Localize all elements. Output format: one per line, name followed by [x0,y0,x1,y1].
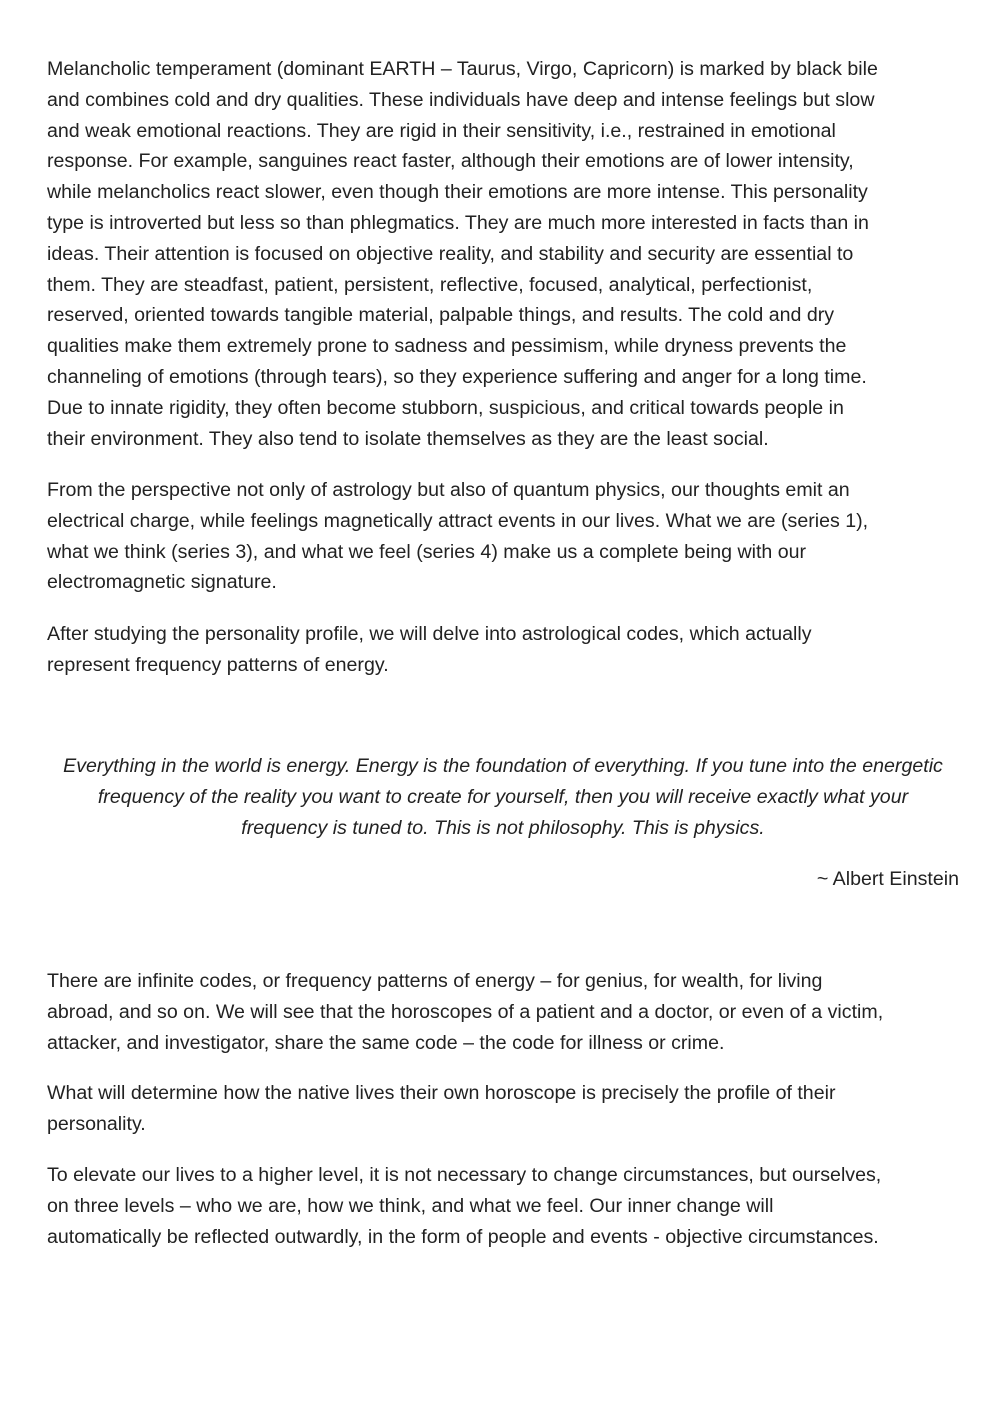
text-line: From the perspective not only of astrology but also of quantum physics, our thoughts emit an [47,479,850,501]
paragraph-quantum [47,475,959,598]
text-line: their environment. They also tend to isolate themselves as they are the least social. [47,427,769,450]
paragraph-elevate [47,1160,959,1252]
text-line: channeling of emotions (through tears), so they experience suffering and anger for a long time. [47,365,867,388]
text-line: There are infinite codes, or frequency patterns of energy – for genius, for wealth, for living [47,970,823,992]
text-line: represent frequency patterns of energy. [47,653,389,676]
paragraph-codes [47,619,959,681]
text-line: Melancholic temperament (dominant EARTH – Taurus, Virgo, Capricorn) is marked by black bile [47,58,878,80]
text-line: abroad, and so on. We will see that the horoscopes of a patient and a doctor, or even of a victim, [47,1000,884,1023]
text-line: After studying the personality profile, we will delve into astrological codes, which actually [47,623,812,645]
text-line: ~ Albert Einstein [816,868,959,890]
text-line: response. For example, sanguines react faster, although their emotions are of lower intensity, [47,150,854,173]
paragraph-infinite-codes [47,966,959,1058]
text-line: qualities make them extremely prone to sadness and pessimism, while dryness prevents the [47,335,847,358]
text-line: What will determine how the native lives their own horoscope is precisely the profile of their [47,1082,836,1104]
text-line: on three levels – who we are, how we think, and what we feel. Our inner change will [47,1194,774,1217]
text-line: type is introverted but less so than phlegmatics. They are much more interested in facts than in [47,211,869,234]
text-line: Due to innate rigidity, they often become stubborn, suspicious, and critical towards people in [47,396,844,419]
text-line: frequency of the reality you want to create for yourself, then you will receive exactly what your [97,785,909,808]
text-line: them. They are steadfast, patient, persistent, reflective, focused, analytical, perfectionist, [47,273,813,296]
text-line: reserved, oriented towards tangible material, palpable things, and results. The cold and dry [47,304,835,327]
text-line: ideas. Their attention is focused on objective reality, and stability and security are essential to [47,242,854,265]
paragraph-melancholic [47,54,959,454]
text-line: electromagnetic signature. [47,571,277,594]
paragraph-determine [47,1078,959,1140]
text-line: and combines cold and dry qualities. These individuals have deep and intense feelings but slow [47,88,875,111]
text-line: To elevate our lives to a higher level, it is not necessary to change circumstances, but ourselves, [47,1164,882,1186]
text-line: electrical charge, while feelings magnetically attract events in our lives. What we are (series 1), [47,509,869,532]
text-line: while melancholics react slower, even though their emotions are more intense. This personality [47,181,868,204]
quote-text [47,751,959,843]
text-line: what we think (series 3), and what we feel (series 4) make us a complete being with our [47,540,807,563]
text-line: personality. [47,1112,146,1135]
text-line: frequency is tuned to. This is not philosophy. This is physics. [241,816,765,839]
quote-attribution [47,864,959,895]
text-line: Everything in the world is energy. Energy is the foundation of everything. If you tune into the energetic [63,755,943,777]
text-line: and weak emotional reactions. They are rigid in their sensitivity, i.e., restrained in emotional [47,119,836,142]
text-line: attacker, and investigator, share the same code – the code for illness or crime. [47,1031,725,1054]
text-line: automatically be reflected outwardly, in the form of people and events - objective circumstances. [47,1225,879,1248]
